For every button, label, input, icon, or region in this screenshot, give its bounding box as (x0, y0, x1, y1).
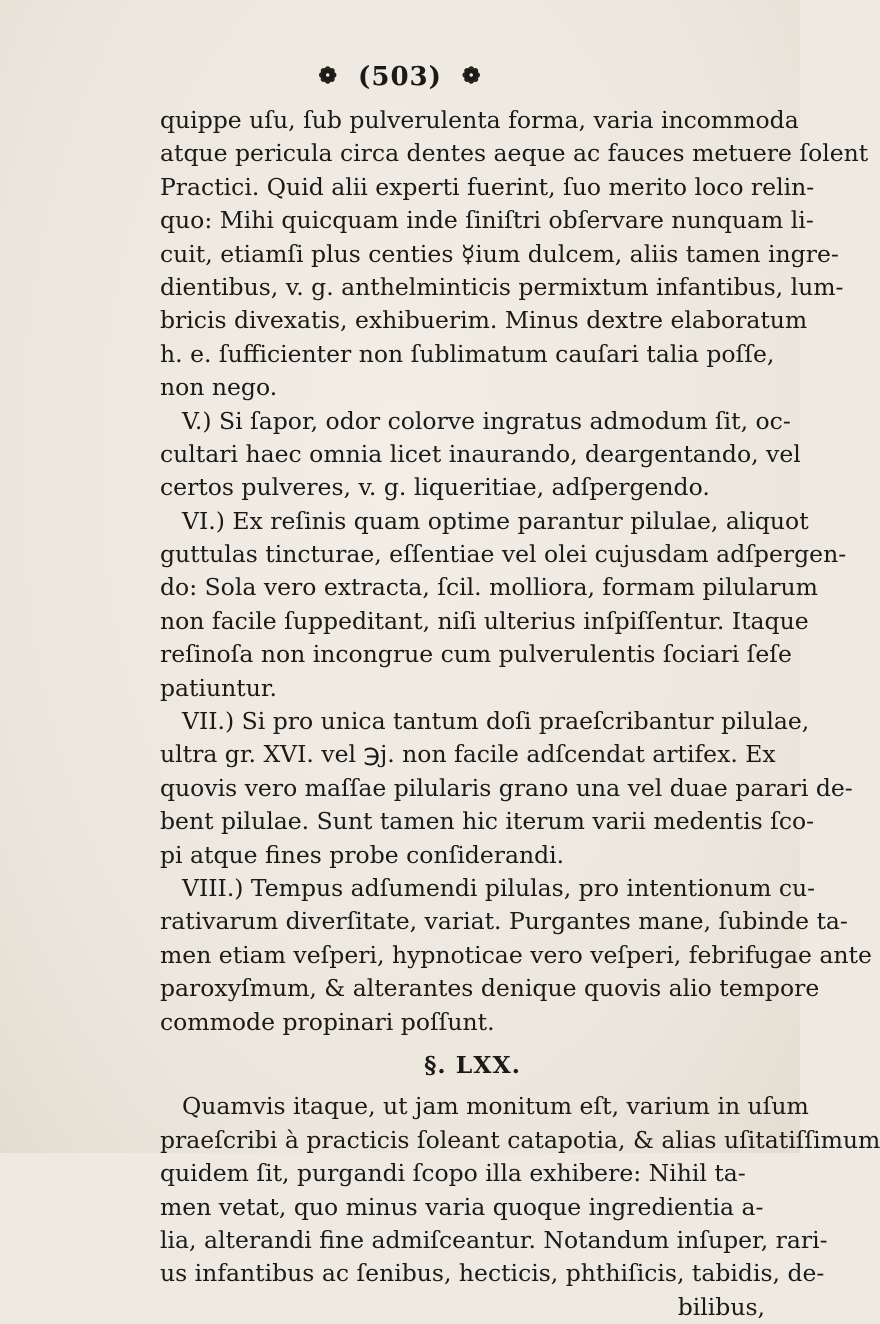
text-line: reſinoſa non incongrue cum pulverulentis ſociari ſeſe (160, 640, 792, 669)
paragraph-v: V.) Si ſapor, odor colorve ingratus admodum ſit, oc- (182, 406, 791, 435)
catchword: bilibus, (677, 1292, 765, 1321)
text-line: men etiam veſperi, hypnoticae vero veſperi, febrifugae ante (160, 940, 872, 969)
text-line: quidem ſit, purgandi ſcopo illa exhibere: Nihil ta- (160, 1159, 746, 1188)
text-line: atque pericula circa dentes aeque ac fauces metuere ſolent (160, 139, 869, 168)
text-line: lia, alterandi fine admiſceantur. Notandum inſuper, rari- (160, 1225, 828, 1254)
text-line: praeſcribi à practicis ſoleant catapotia, & alias uſitatiſſimum (160, 1125, 880, 1154)
text-line: commode propinari poſſunt. (160, 1007, 495, 1036)
paragraph-vii: VII.) Si pro unica tantum doſi praeſcribantur pilulae, (182, 707, 810, 736)
text-line: quippe uſu, ſub pulverulenta forma, varia incommoda (160, 106, 799, 134)
paragraph-lxx: Quamvis itaque, ut jam monitum eſt, varium in uſum (182, 1092, 809, 1121)
text-line: Practici. Quid alii experti fuerint, ſuo merito loco relin- (160, 172, 815, 201)
text-line: h. e. ſufficienter non ſublimatum cauſari talia poſſe, (160, 339, 775, 368)
body-text (160, 104, 880, 1324)
text-line: pi atque fines probe conſiderandi. (160, 840, 565, 869)
text-line: ultra gr. XVI. vel ℈j. non facile adſcendat artifex. Ex (160, 740, 776, 769)
page-header (0, 62, 800, 92)
text-line: non facile ſuppeditant, niſi ulterius inſpiſſentur. Itaque (160, 606, 809, 635)
text-line: quo: Mihi quicquam inde ſiniſtri obſervare nunquam li- (160, 206, 814, 235)
page-number: (503) (358, 62, 442, 92)
text-line: dientibus, v. g. anthelminticis permixtum infantibus, lum- (160, 272, 844, 301)
paragraph-viii: VIII.) Tempus adſumendi pilulas, pro intentionum cu- (182, 873, 816, 902)
text-line: paroxyſmum, & alterantes denique quovis alio tempore (160, 974, 820, 1003)
text-line: quovis vero maſſae pilularis grano una vel duae parari de- (160, 773, 853, 802)
left-ornament-icon: ❁ (318, 63, 338, 89)
text-line: cuit, etiamſi plus centies ☿ium dulcem, aliis tamen ingre- (160, 239, 839, 268)
text-line: certos pulveres, v. g. liqueritiae, adſpergendo. (160, 473, 710, 502)
text-line: do: Sola vero extracta, ſcil. molliora, formam pilularum (160, 573, 818, 602)
text-line: men vetat, quo minus varia quoque ingredientia a- (160, 1192, 764, 1221)
section-heading: §. LXX. (424, 1050, 521, 1079)
text-line: bricis divexatis, exhibuerim. Minus dextre elaboratum (160, 306, 808, 335)
text-line: cultari haec omnia licet inaurando, deargentando, vel (160, 439, 801, 468)
text-line: non nego. (160, 373, 278, 402)
text-line: guttulas tincturae, eſſentiae vel olei cujusdam adſpergen- (160, 540, 847, 569)
text-line: patiuntur. (160, 673, 277, 702)
paragraph-vi: VI.) Ex reſinis quam optime parantur pilulae, aliquot (182, 506, 809, 535)
text-line: bent pilulae. Sunt tamen hic iterum varii medentis ſco- (160, 807, 815, 836)
right-ornament-icon: ❁ (462, 63, 482, 89)
text-line: rativarum diverſitate, variat. Purgantes mane, ſubinde ta- (160, 907, 848, 936)
text-line: us infantibus ac ſenibus, hecticis, phthiſicis, tabidis, de- (160, 1259, 825, 1288)
